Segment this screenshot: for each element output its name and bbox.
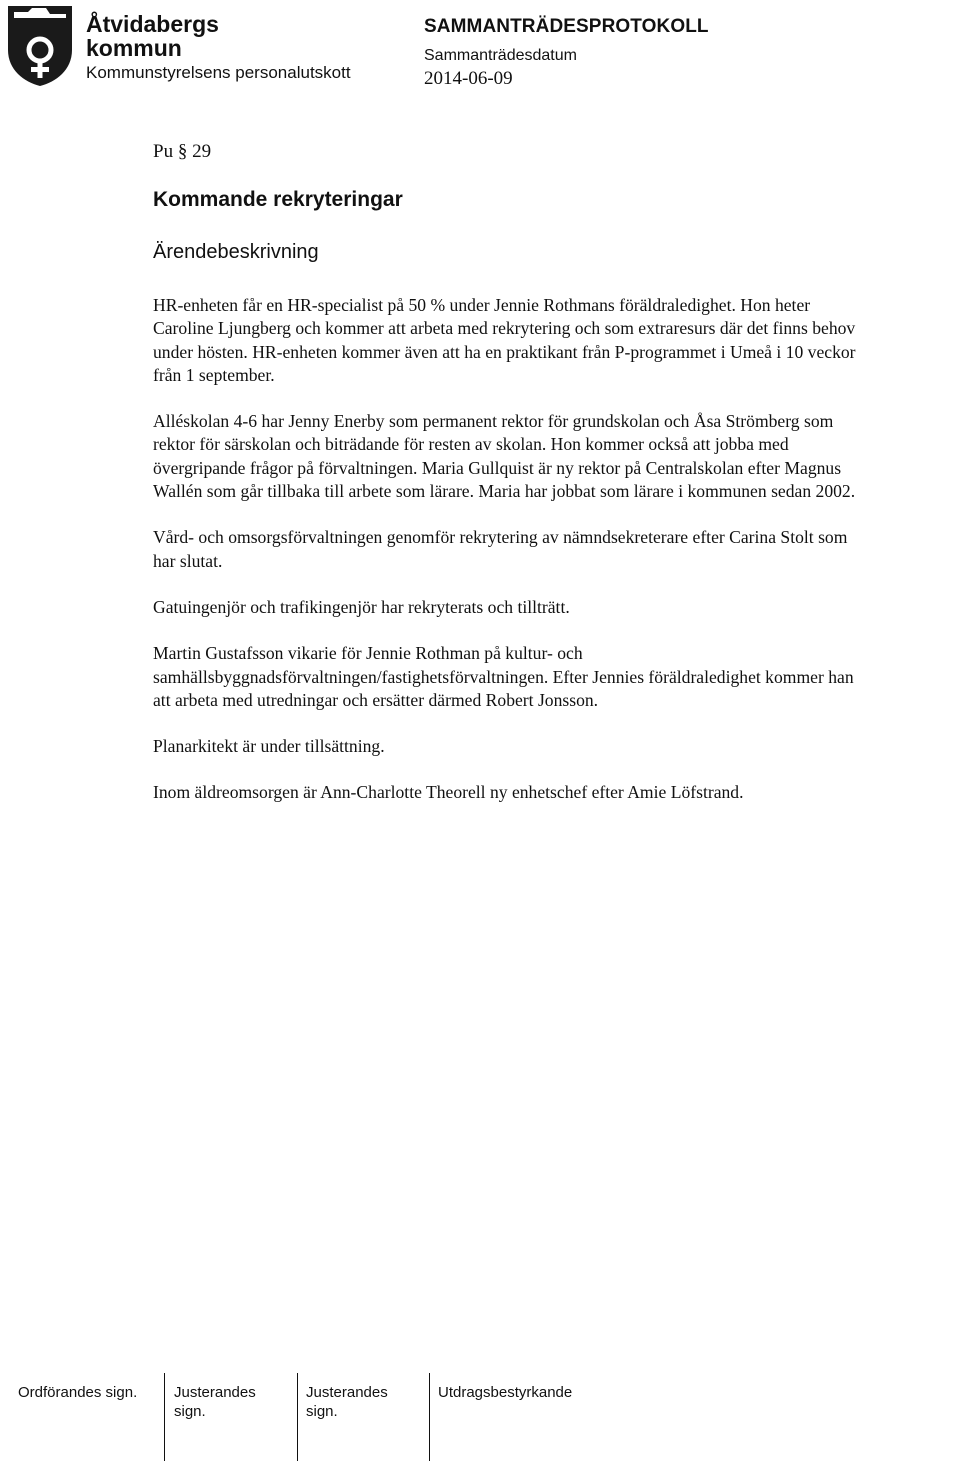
organization-block bbox=[86, 12, 351, 86]
chair-signature-label: Ordförandes sign. bbox=[18, 1384, 138, 1401]
document-header bbox=[424, 13, 709, 91]
document-type: SAMMANTRÄDESPROTOKOLL bbox=[424, 16, 709, 37]
section-subheading: Ärendebeskrivning bbox=[153, 241, 319, 263]
body-paragraph: Inom äldreomsorgen är Ann-Charlotte Theorell ny enhetschef efter Amie Löfstrand. bbox=[153, 782, 744, 803]
footer-divider bbox=[297, 1373, 298, 1461]
signature-footer bbox=[0, 1373, 960, 1461]
body-paragraph: Planarkitekt är under tillsättning. bbox=[153, 736, 385, 757]
footer-divider bbox=[164, 1373, 165, 1461]
municipal-coat-of-arms-icon bbox=[6, 4, 74, 88]
extract-certifying-label: Utdragsbestyrkande bbox=[438, 1384, 573, 1401]
adjuster1-signature-cell bbox=[170, 1373, 298, 1461]
adjuster1-sign-label: sign. bbox=[174, 1403, 206, 1420]
org-unit: Kommunstyrelsens personalutskott bbox=[86, 63, 351, 82]
body-text bbox=[153, 294, 873, 805]
paragraph-number: Pu § 29 bbox=[153, 141, 212, 162]
document-body bbox=[153, 138, 873, 828]
body-paragraph: HR-enheten får en HR-specialist på 50 % under Jennie Rothmans föräldraledighet. Hon heter Caroline Ljungberg och kommer att arbeta med rekrytering och som extraresurs där det finns behov under hösten. HR-enheten kommer även att ha en praktikant från P-programmet i Umeå i 10 veckor från 1 september. bbox=[153, 295, 856, 385]
body-paragraph: Martin Gustafsson vikarie för Jennie Rothman på kultur- och samhällsbyggnadsförvaltningen/fastighetsförvaltningen. Efter Jennies föräldraledighet kommer han att arbeta med utredningar och ersätter därmed Robert Jonsson. bbox=[153, 643, 854, 710]
page-title: Kommande rekryteringar bbox=[153, 188, 403, 211]
adjuster2-signature-cell bbox=[302, 1373, 430, 1461]
adjuster1-label: Justerandes bbox=[174, 1384, 256, 1401]
footer-divider bbox=[429, 1373, 430, 1461]
meeting-date-label: Sammanträdesdatum bbox=[424, 47, 577, 64]
adjuster2-label: Justerandes bbox=[306, 1384, 388, 1401]
body-paragraph: Gatuingenjör och trafikingenjör har rekryterats och tillträtt. bbox=[153, 596, 570, 617]
chair-signature-cell bbox=[14, 1373, 164, 1461]
body-paragraph: Vård- och omsorgsförvaltningen genomför rekrytering av nämndsekreterare efter Carina Stolt som har slutat. bbox=[153, 527, 848, 571]
body-paragraph: Alléskolan 4-6 har Jenny Enerby som permanent rektor för grundskolan och Åsa Strömberg som rektor för särskolan och biträdande för resten av skolan. Hon kommer också att jobba med övergripande frågor på förvaltningen. Maria Gullquist är ny rektor på Centralskolan efter Magnus Wallén som går tillbaka till arbete som lärare. Maria har jobbat som lärare i kommunen sedan 2002. bbox=[153, 411, 856, 502]
org-name-line1: Åtvidabergs bbox=[86, 11, 219, 37]
meeting-date-value: 2014-06-09 bbox=[424, 68, 513, 89]
org-name-line2: kommun bbox=[86, 35, 182, 61]
adjuster2-sign-label: sign. bbox=[306, 1403, 338, 1420]
extract-certifying-cell bbox=[434, 1373, 634, 1461]
